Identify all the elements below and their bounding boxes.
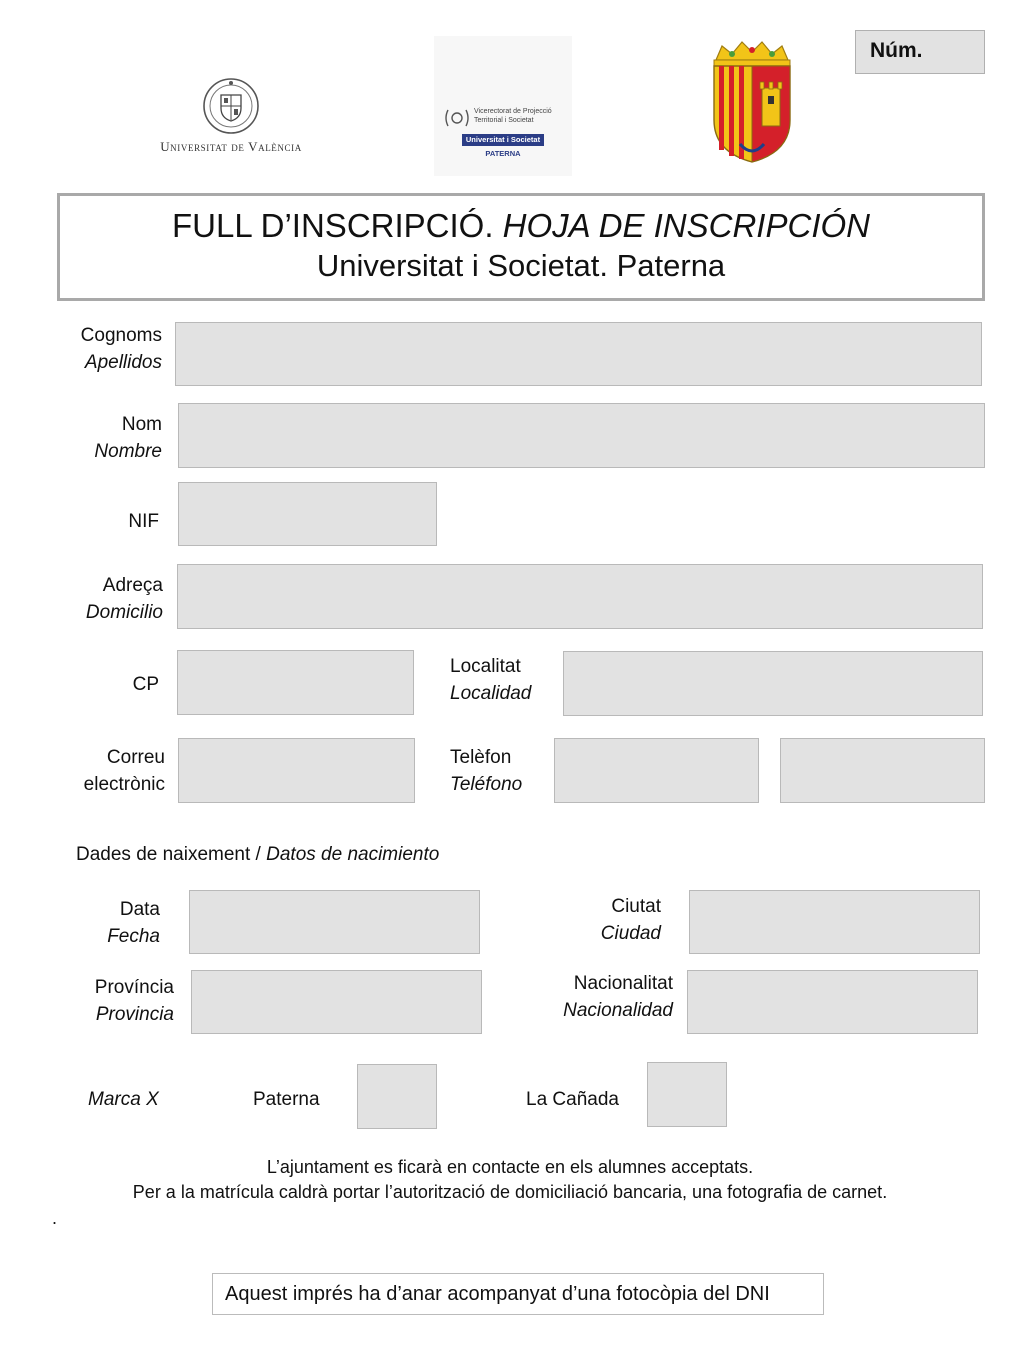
cognoms-label-es: Apellidos bbox=[84, 352, 162, 373]
note-line-2: Per a la matrícula caldrà portar l’autorització de domiciliació bancaria, una fotografia de carnet. bbox=[132, 1182, 888, 1202]
data-label bbox=[40, 896, 160, 950]
nif-field[interactable] bbox=[178, 482, 437, 546]
cp-field[interactable] bbox=[177, 650, 414, 715]
nationality-field[interactable] bbox=[687, 970, 978, 1034]
form-title bbox=[60, 206, 982, 246]
provincia-label-va: Província bbox=[94, 977, 174, 998]
vicerectorat-logo bbox=[434, 36, 572, 176]
cognoms-label-va: Cognoms bbox=[80, 325, 162, 346]
vicerectorat-line2: Territorial i Societat bbox=[474, 117, 534, 124]
data-label-es: Fecha bbox=[107, 926, 160, 947]
data-label-va: Data bbox=[119, 899, 160, 920]
adreca-label-va: Adreça bbox=[102, 575, 163, 596]
localitat-field[interactable] bbox=[563, 651, 983, 716]
nacionalitat-label bbox=[520, 970, 673, 1024]
num-field[interactable] bbox=[855, 30, 985, 74]
note-line-1: L’ajuntament es ficarà en contacte en els alumnes acceptats. bbox=[266, 1157, 754, 1177]
correu-label-line1: Correu bbox=[106, 747, 165, 768]
stray-dot: . bbox=[52, 1208, 58, 1228]
la-canada-option-label: La Cañada bbox=[526, 1089, 619, 1110]
nacionalitat-label-va: Nacionalitat bbox=[573, 973, 673, 994]
form-title-box bbox=[57, 193, 985, 301]
ciutat-label-va: Ciutat bbox=[611, 896, 661, 917]
telefon-label-va: Telèfon bbox=[450, 747, 512, 768]
telefon-label-es: Teléfono bbox=[450, 774, 523, 795]
cp-label: CP bbox=[132, 674, 159, 695]
adreca-label bbox=[40, 572, 163, 626]
title-spanish: HOJA DE INSCRIPCIÓN bbox=[502, 207, 870, 244]
nif-label: NIF bbox=[128, 511, 159, 532]
title-catalan: FULL D’INSCRIPCIÓ. bbox=[172, 207, 503, 244]
nom-label-va: Nom bbox=[121, 414, 162, 435]
localitat-label bbox=[450, 653, 560, 707]
cognoms-field[interactable] bbox=[175, 322, 982, 386]
vicerectorat-line1: Vicerectorat de Projecció bbox=[474, 108, 552, 115]
birth-heading-es: Datos de nacimiento bbox=[266, 844, 440, 865]
email-field[interactable] bbox=[178, 738, 415, 803]
paterna-checkbox[interactable] bbox=[357, 1064, 437, 1129]
vicerectorat-sub: PATERNA bbox=[485, 149, 521, 158]
birth-data-heading bbox=[76, 841, 576, 868]
telefon-field-1[interactable] bbox=[554, 738, 759, 803]
birth-heading-va: Dades de naixement / bbox=[76, 844, 267, 865]
birth-date-field[interactable] bbox=[189, 890, 480, 954]
nom-label-es: Nombre bbox=[94, 441, 162, 462]
ciutat-label-es: Ciudad bbox=[600, 923, 661, 944]
nom-field[interactable] bbox=[178, 403, 985, 468]
la-canada-checkbox[interactable] bbox=[647, 1062, 727, 1127]
marca-x-label: Marca X bbox=[88, 1089, 159, 1110]
footer-note-box bbox=[212, 1273, 824, 1315]
nacionalitat-label-es: Nacionalidad bbox=[563, 1000, 673, 1021]
provincia-label bbox=[40, 974, 174, 1028]
provincia-label-es: Provincia bbox=[95, 1004, 174, 1025]
uv-logo bbox=[140, 76, 322, 162]
nom-label bbox=[40, 411, 162, 465]
correu-label-line2: electrònic bbox=[83, 774, 165, 795]
adreca-label-es: Domicilio bbox=[85, 602, 163, 623]
paterna-coat-of-arms-icon bbox=[704, 40, 800, 164]
cognoms-label bbox=[40, 322, 162, 376]
form-subtitle: Universitat i Societat. Paterna bbox=[316, 248, 726, 283]
birth-province-field[interactable] bbox=[191, 970, 482, 1034]
localitat-label-es: Localidad bbox=[450, 683, 532, 704]
vicerectorat-banner: Universitat i Societat bbox=[462, 134, 544, 146]
birth-city-field[interactable] bbox=[689, 890, 980, 954]
paterna-option-label: Paterna bbox=[253, 1089, 320, 1110]
uv-logo-text: Universitat de València bbox=[160, 139, 302, 154]
correu-label bbox=[40, 744, 165, 798]
num-label: Núm. bbox=[870, 39, 923, 62]
localitat-label-va: Localitat bbox=[450, 656, 521, 677]
telefon-label bbox=[450, 744, 550, 798]
adreca-field[interactable] bbox=[177, 564, 983, 629]
telefon-field-2[interactable] bbox=[780, 738, 985, 803]
ciutat-label bbox=[540, 893, 661, 947]
vicerectorat-emblem-icon bbox=[444, 106, 470, 130]
footer-note-text: Aquest imprés ha d’anar acompanyat d’una fotocòpia del DNI bbox=[225, 1283, 770, 1305]
